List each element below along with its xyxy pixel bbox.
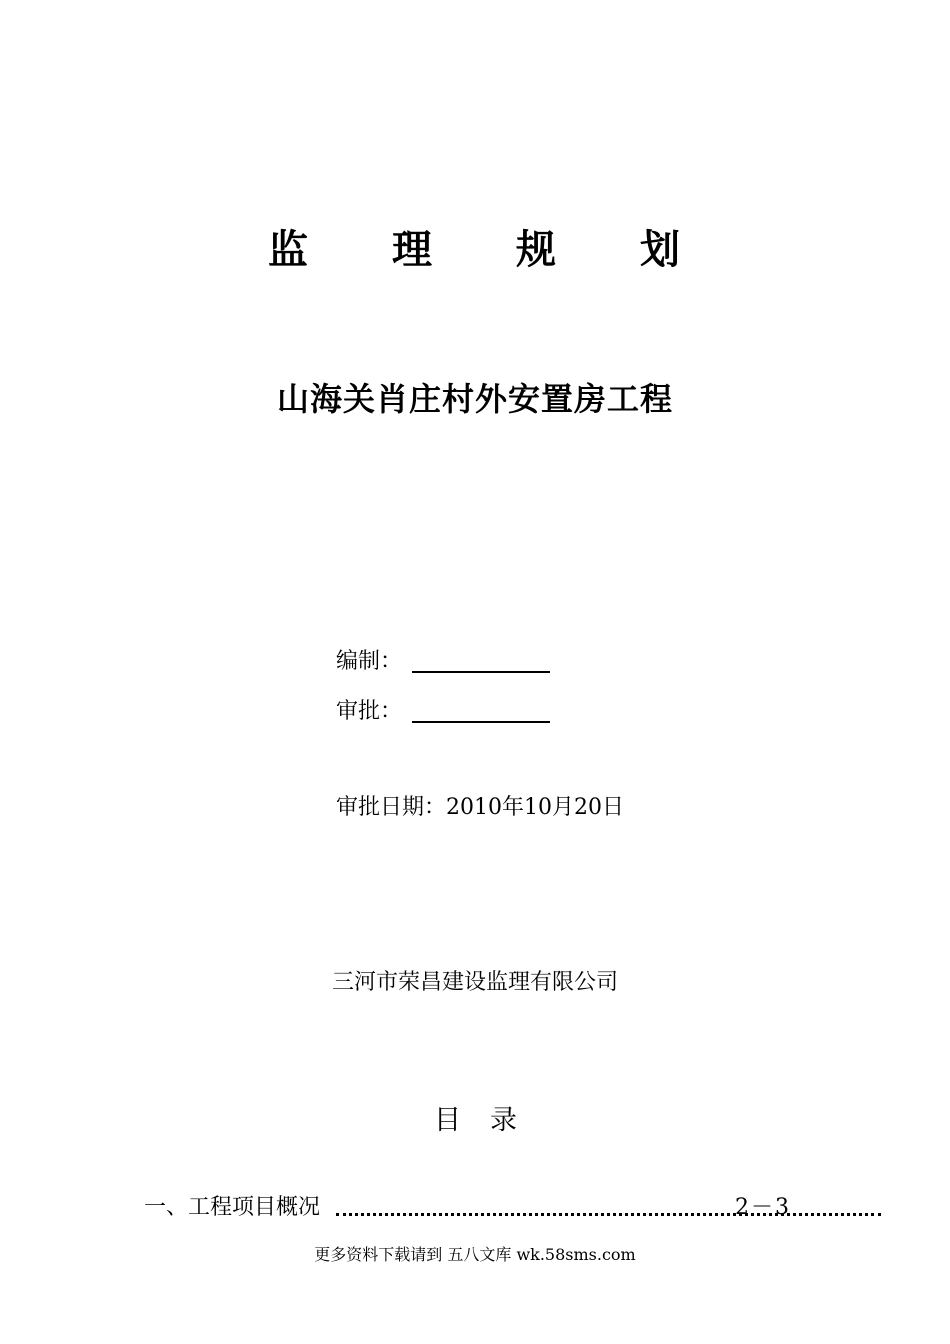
compiled-by-field [336,647,402,677]
title-char-2: 理 [392,227,432,273]
title-char-1: 监 [268,227,308,273]
toc-leader-dots [336,1202,881,1216]
toc-heading-char-1: 目 [434,1105,461,1136]
company-name: 三河市荣昌建设监理有限公司 [331,970,618,995]
approved-by-field [336,697,402,727]
compiled-by-label: 编制： [336,649,403,674]
toc-entry-pages: 2－3 [735,1195,791,1220]
main-title [0,222,950,278]
project-name: 山海关肖庄村外安置房工程 [276,380,673,418]
approved-by-label: 审批： [336,699,403,724]
title-char-3: 规 [516,227,556,273]
compiled-by-blank-line [412,671,550,673]
toc-entry-label: 一、工程项目概况 [144,1195,321,1220]
approved-by-blank-line [412,721,550,723]
toc-heading [0,1102,950,1142]
footer-watermark-text: 更多资料下载请到 五八文库 wk.58sms.com [314,1245,636,1264]
toc-heading-char-2: 录 [490,1105,517,1136]
title-char-4: 划 [640,227,680,273]
approval-date: 审批日期：2010年10月20日 [336,795,624,820]
toc-entry[interactable] [144,1192,794,1224]
